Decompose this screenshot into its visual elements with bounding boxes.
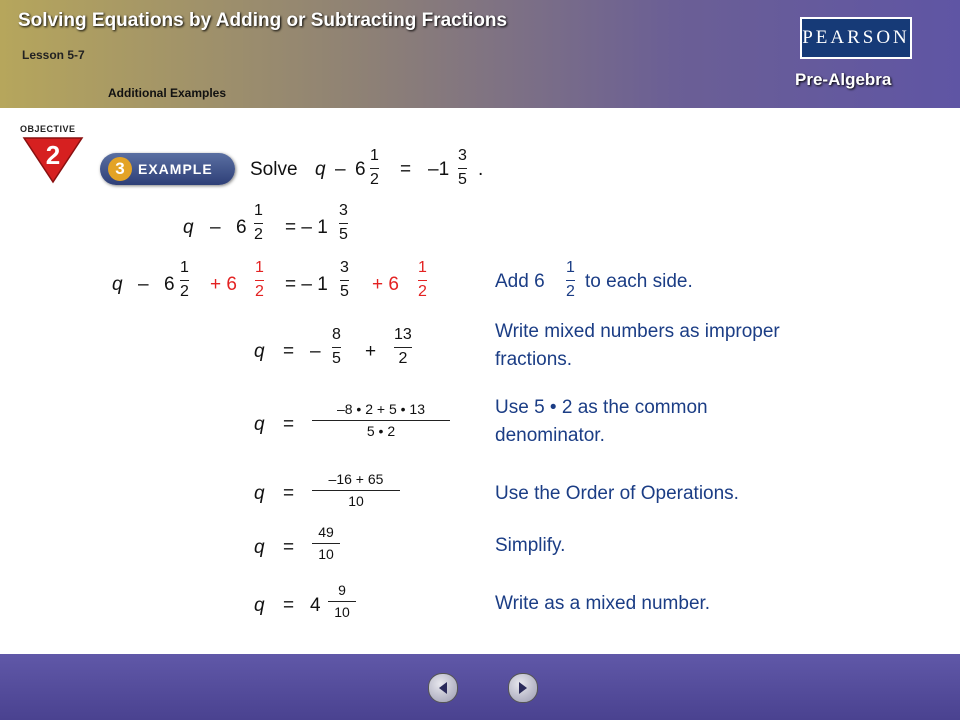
step4-fraction: –8 • 2 + 5 • 13 5 • 2 bbox=[312, 402, 450, 438]
step5-note: Use the Order of Operations. bbox=[495, 483, 739, 504]
step3-fraction-1: 8 5 bbox=[332, 326, 341, 367]
step1-fraction-1: 1 2 bbox=[254, 202, 263, 243]
step2-six: 6 bbox=[164, 274, 175, 295]
prev-slide-button[interactable] bbox=[428, 673, 458, 703]
arrow-left-icon bbox=[436, 681, 450, 695]
step2-plus-six-right: + 6 bbox=[372, 274, 399, 295]
step4-q: q bbox=[254, 414, 265, 435]
step7-fraction: 9 10 bbox=[328, 583, 356, 619]
step4-equals: = bbox=[283, 414, 295, 435]
step6-q: q bbox=[254, 537, 265, 558]
problem-fraction-2: 3 5 bbox=[458, 147, 467, 188]
problem-fraction-1: 1 2 bbox=[370, 147, 379, 188]
problem-period: . bbox=[478, 159, 484, 180]
section-label: Additional Examples bbox=[108, 86, 227, 100]
problem-minus: – bbox=[335, 159, 346, 180]
step2-plus-six-left: + 6 bbox=[210, 274, 237, 295]
step3-negative: – bbox=[310, 341, 321, 362]
step7-whole: 4 bbox=[310, 595, 321, 616]
footer-bar bbox=[0, 654, 960, 720]
step2-equals: = – 1 bbox=[285, 274, 328, 295]
step6-fraction: 49 10 bbox=[312, 525, 340, 561]
step2-note-suffix: to each side. bbox=[585, 271, 693, 292]
step2-fraction-2: 1 2 bbox=[255, 259, 264, 300]
step7-note: Write as a mixed number. bbox=[495, 593, 711, 614]
step2-note-prefix: Add 6 bbox=[495, 271, 545, 292]
step2-fraction-4: 1 2 bbox=[418, 259, 427, 300]
step5-equals: = bbox=[283, 483, 295, 504]
step3-equals: = bbox=[283, 341, 295, 362]
step7-equals: = bbox=[283, 595, 295, 616]
step6-equals: = bbox=[283, 537, 295, 558]
step2-note-fraction: 1 2 bbox=[566, 259, 575, 300]
step2-fraction-1: 1 2 bbox=[180, 259, 189, 300]
step1-six: 6 bbox=[236, 217, 247, 238]
problem-neg-one: –1 bbox=[428, 159, 450, 180]
step1-minus: – bbox=[210, 217, 221, 238]
example-label: EXAMPLE bbox=[138, 161, 213, 177]
step3-q: q bbox=[254, 341, 265, 362]
step2-q: q bbox=[112, 274, 123, 295]
step2-fraction-3: 3 5 bbox=[340, 259, 349, 300]
step2-minus: – bbox=[138, 274, 149, 295]
step7-q: q bbox=[254, 595, 265, 616]
course-label: Pre-Algebra bbox=[795, 70, 892, 89]
step5-q: q bbox=[254, 483, 265, 504]
step4-note: Use 5 • 2 as the common denominator. bbox=[495, 397, 708, 446]
step6-note: Simplify. bbox=[495, 535, 566, 556]
objective-number: 2 bbox=[45, 140, 61, 170]
problem-q: q bbox=[315, 159, 326, 180]
problem-solve: Solve bbox=[250, 159, 298, 180]
step3-plus: + bbox=[365, 341, 377, 362]
example-number: 3 bbox=[108, 157, 132, 181]
step5-fraction: –16 + 65 10 bbox=[312, 472, 400, 508]
step3-fraction-2: 13 2 bbox=[394, 326, 412, 367]
arrow-right-icon bbox=[516, 681, 530, 695]
objective-badge-icon bbox=[22, 136, 84, 184]
lesson-label: Lesson 5-7 bbox=[22, 48, 85, 62]
publisher-logo: PEARSON bbox=[800, 17, 912, 59]
next-slide-button[interactable] bbox=[508, 673, 538, 703]
problem-equals: = bbox=[400, 159, 412, 180]
step3-note: Write mixed numbers as improper fractions. bbox=[495, 321, 780, 370]
objective-label: OBJECTIVE bbox=[20, 124, 76, 134]
page-title: Solving Equations by Adding or Subtracting Fractions bbox=[18, 10, 508, 31]
step1-q: q bbox=[183, 217, 194, 238]
problem-six: 6 bbox=[355, 159, 366, 180]
step1-fraction-2: 3 5 bbox=[339, 202, 348, 243]
step1-equals: = – 1 bbox=[285, 217, 328, 238]
